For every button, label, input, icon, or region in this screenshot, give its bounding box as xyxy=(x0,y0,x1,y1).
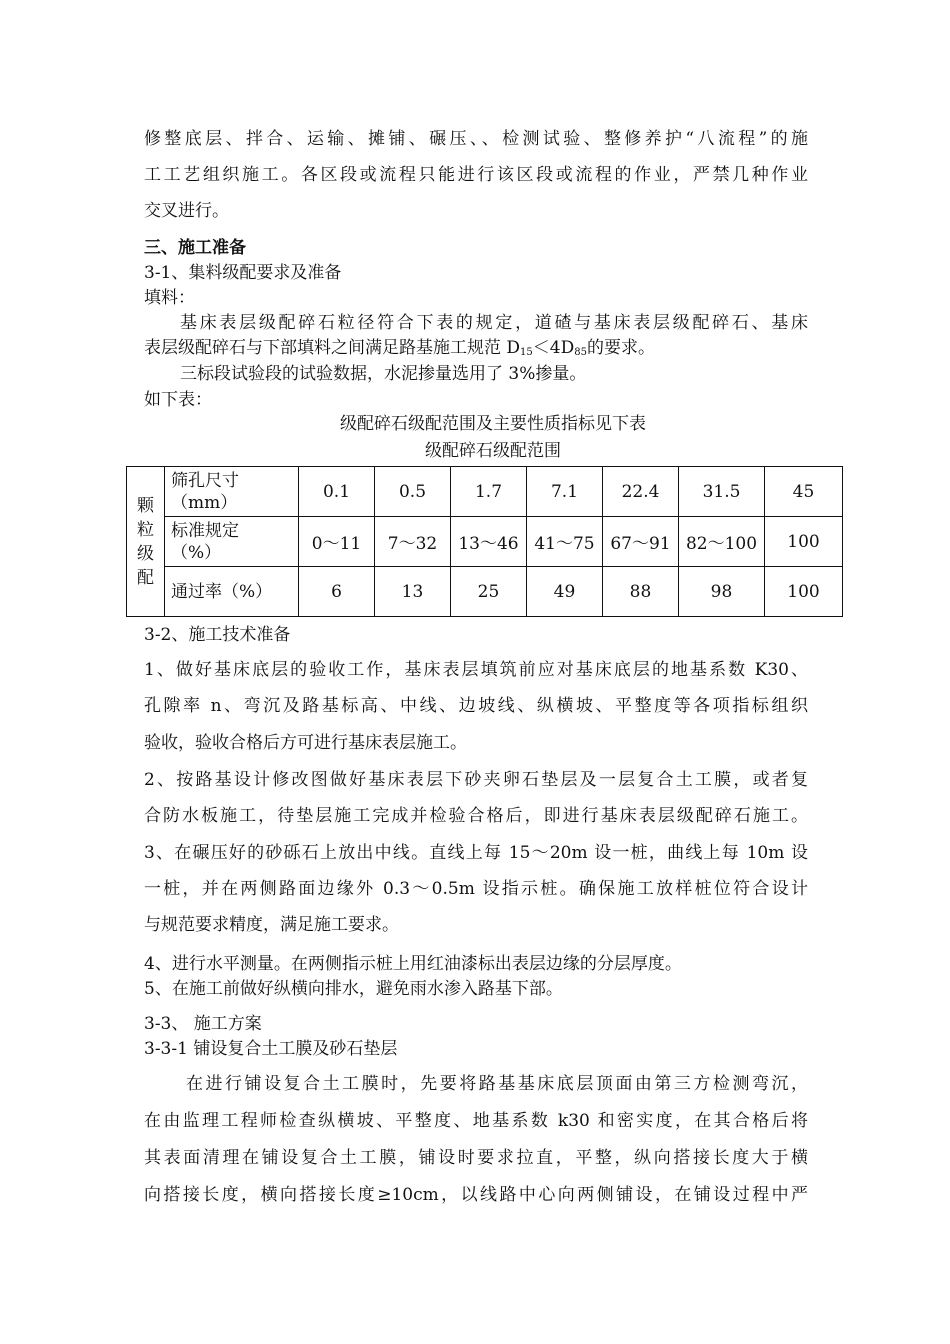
body-text-line: 4、进行水平测量。在两侧指示桩上用红油漆标出表层边缘的分层厚度。 xyxy=(144,954,682,974)
body-text-line: 三标段试验段的试验数据，水泥掺量选用了 3%掺量。 xyxy=(180,364,587,384)
table-caption: 级配碎石级配范围 xyxy=(425,441,561,461)
table-cell: 6 xyxy=(299,567,375,617)
row-header-line: 通过率（%） xyxy=(171,581,273,602)
vertical-label-char: 粒 xyxy=(137,519,154,540)
section-heading: 三、施工准备 xyxy=(144,238,246,258)
table-cell: 49 xyxy=(527,567,603,617)
row-header-line: （mm） xyxy=(171,492,238,513)
row-header-cell xyxy=(165,567,299,617)
body-text-line: 在由监理工程师检查纵横坡、平整度、地基系数 k30 和密实度，在其合格后将 xyxy=(144,1111,808,1131)
body-text-line: 3、在碾压好的砂砾石上放出中线。直线上每 15～20m 设一桩，曲线上每 10m 设 xyxy=(144,843,808,863)
body-text-line: 1、做好基床底层的验收工作，基床表层填筑前应对基床底层的地基系数 K30、 xyxy=(144,660,808,680)
body-text-segment: 表层级配碎石与下部填料之间满足路基施工规范 D xyxy=(144,338,521,358)
body-text-line: 修整底层、拌合、运输、摊铺、碾压、、检测试验、整修养护“八流程”的施 xyxy=(144,129,808,149)
table-cell: 13～46 xyxy=(451,517,527,567)
body-text-line: 基床表层级配碎石粒径符合下表的规定，道碴与基床表层级配碎石、基床 xyxy=(180,313,808,333)
table-row xyxy=(127,567,843,617)
row-header-cell xyxy=(165,467,299,517)
subsection-heading: 3-2、施工技术准备 xyxy=(144,625,291,645)
table-cell: 31.5 xyxy=(679,467,765,517)
table-cell: 82～100 xyxy=(679,517,765,567)
row-header-line: 筛孔尺寸 xyxy=(171,470,239,491)
body-text-line: 2、按路基设计修改图做好基床表层下砂夹卵石垫层及一层复合土工膜，或者复 xyxy=(144,770,808,790)
table-cell: 7～32 xyxy=(375,517,451,567)
table-cell: 7.1 xyxy=(527,467,603,517)
body-text-line: 与规范要求精度，满足施工要求。 xyxy=(144,915,399,935)
body-text-line: 在进行铺设复合土工膜时，先要将路基基床底层顶面由第三方检测弯沉， xyxy=(186,1074,808,1094)
body-text-line: 交叉进行。 xyxy=(144,201,229,221)
row-header-line: （%） xyxy=(171,542,222,563)
grading-table xyxy=(126,466,843,617)
table-cell: 0.1 xyxy=(299,467,375,517)
table-cell: 0～11 xyxy=(299,517,375,567)
body-text-line: 孔隙率 n、弯沉及路基标高、中线、边坡线、纵横坡、平整度等各项指标组织 xyxy=(144,696,808,716)
vertical-label-char: 级 xyxy=(137,543,154,564)
body-text-segment: ＜4D xyxy=(532,338,575,358)
body-text-line: 其表面清理在铺设复合土工膜，铺设时要求拉直，平整，纵向搭接长度大于横 xyxy=(144,1148,808,1168)
body-text-line: 5、在施工前做好纵横向排水，避免雨水渗入路基下部。 xyxy=(144,979,563,999)
body-text-line: 工工艺组织施工。各区段或流程只能进行该区段或流程的作业，严禁几种作业 xyxy=(144,165,808,185)
subscript: 85 xyxy=(574,347,587,358)
table-cell: 88 xyxy=(603,567,679,617)
table-row xyxy=(127,517,843,567)
table-cell: 100 xyxy=(765,567,843,617)
row-header-cell xyxy=(165,517,299,567)
table-cell: 1.7 xyxy=(451,467,527,517)
subsection-heading: 3-3、 施工方案 xyxy=(144,1014,262,1034)
body-text-line: 合防水板施工，待垫层施工完成并检验合格后，即进行基床表层级配碎石施工。 xyxy=(144,806,808,826)
vertical-label-char: 颗 xyxy=(137,495,154,516)
vertical-label-char: 配 xyxy=(137,567,154,588)
table-row xyxy=(127,467,843,517)
table-cell: 98 xyxy=(679,567,765,617)
table-caption: 级配碎石级配范围及主要性质指标见下表 xyxy=(340,414,646,434)
table-cell: 25 xyxy=(451,567,527,617)
body-text-line xyxy=(144,338,655,363)
body-text-line: 验收，验收合格后方可进行基床表层施工。 xyxy=(144,733,467,753)
table-cell: 45 xyxy=(765,467,843,517)
table-cell: 13 xyxy=(375,567,451,617)
table-cell: 67～91 xyxy=(603,517,679,567)
table-cell: 41～75 xyxy=(527,517,603,567)
subsection-heading: 3-1、集料级配要求及准备 xyxy=(144,263,342,283)
label-text: 填料： xyxy=(144,288,195,308)
subsection-heading: 3-3-1 铺设复合土工膜及砂石垫层 xyxy=(144,1039,398,1059)
body-text-segment: 的要求。 xyxy=(586,338,655,358)
row-header-line: 标准规定 xyxy=(171,520,239,541)
body-text-line: 如下表： xyxy=(144,390,212,410)
vertical-label-cell xyxy=(127,467,165,617)
table-cell: 100 xyxy=(765,517,843,567)
subscript: 15 xyxy=(520,347,533,358)
body-text-line: 向搭接长度，横向搭接长度≥10cm，以线路中心向两侧铺设，在铺设过程中严 xyxy=(144,1185,808,1205)
body-text-line: 一桩，并在两侧路面边缘外 0.3～0.5m 设指示桩。确保施工放样桩位符合设计 xyxy=(144,879,808,899)
table-cell: 0.5 xyxy=(375,467,451,517)
table-cell: 22.4 xyxy=(603,467,679,517)
